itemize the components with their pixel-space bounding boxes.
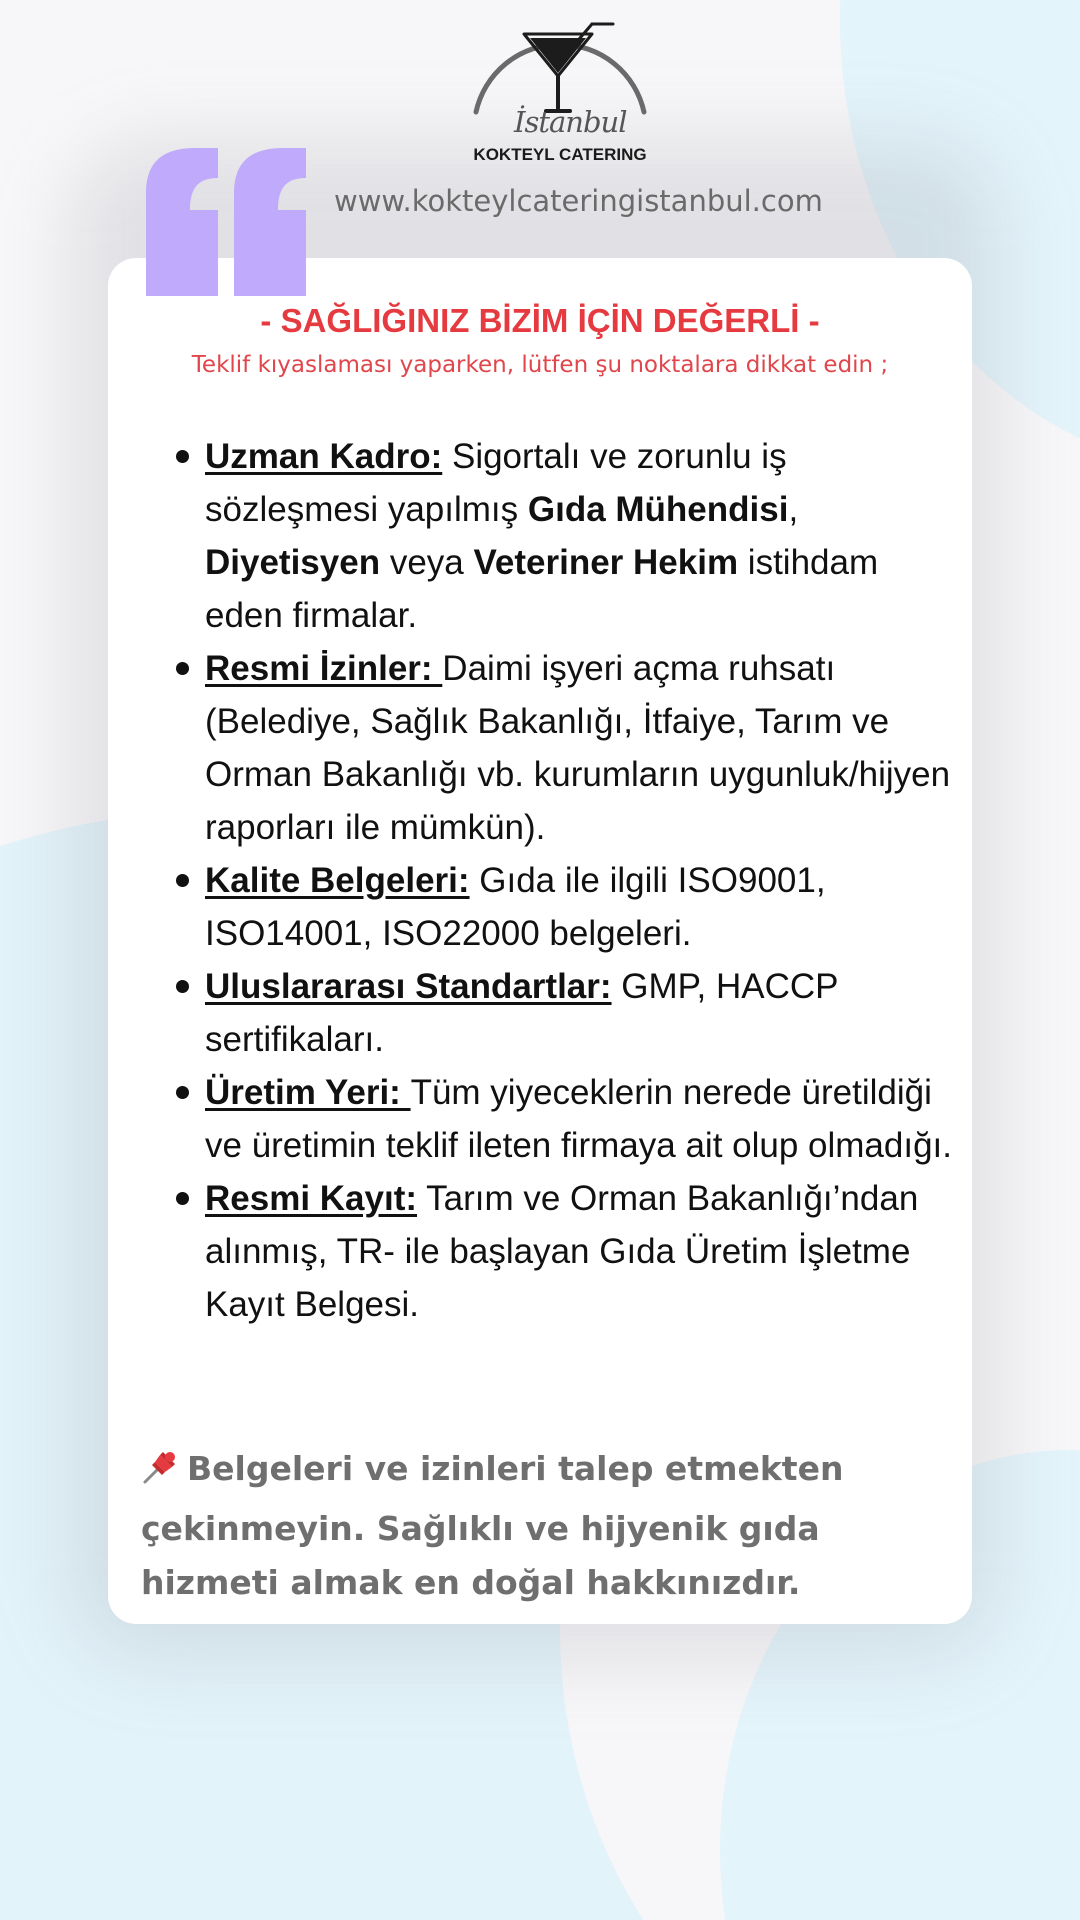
- item-title: Uluslararası Standartlar:: [205, 967, 612, 1006]
- item-highlight: Veteriner Hekim: [473, 543, 739, 582]
- list-item-uluslararasi-standartlar: [205, 960, 957, 1066]
- list-item-uzman-kadro: [205, 430, 957, 642]
- pushpin-icon: [141, 1446, 181, 1502]
- item-title: Resmi Kayıt:: [205, 1179, 418, 1218]
- item-title: Kalite Belgeleri:: [205, 861, 470, 900]
- info-card: [108, 258, 972, 1624]
- website-url[interactable]: www.kokteylcateringistanbul.com: [334, 184, 823, 218]
- list-item-kalite-belgeleri: [205, 854, 957, 960]
- item-text: Tarım ve Orman Bakanlığı’ndan alınmış, TR- ile başlayan Gıda Üretim İşletme Kayıt Belgesi.: [205, 1179, 919, 1324]
- brand-logo: [470, 0, 650, 170]
- item-text: veya: [380, 543, 474, 582]
- logo-script-text: İstanbul: [514, 105, 627, 139]
- requirements-list: [205, 430, 957, 1331]
- item-highlight: Gıda Mühendisi: [527, 490, 789, 529]
- logo-brand-name: KOKTEYL CATERING: [473, 145, 647, 164]
- list-item-uretim-yeri: [205, 1066, 957, 1172]
- item-text: Tüm yiyeceklerin nerede üretildiği ve üretimin teklif ileten firmaya ait olup olmadığı.: [205, 1073, 952, 1165]
- item-text: GMP, HACCP sertifikaları.: [205, 967, 838, 1059]
- list-item-resmi-kayit: [205, 1172, 957, 1331]
- item-highlight: Diyetisyen: [205, 543, 381, 582]
- item-title: Üretim Yeri:: [205, 1073, 411, 1112]
- card-headline: - SAĞLIĞINIZ BİZİM İÇİN DEĞERLİ -: [260, 302, 820, 339]
- quote-mark-icon: [146, 148, 306, 300]
- item-text: Gıda ile ilgili ISO9001, ISO14001, ISO22000 belgeleri.: [205, 861, 826, 953]
- item-title: Uzman Kadro:: [205, 437, 443, 476]
- item-text: ,: [788, 490, 799, 529]
- item-title: Resmi İzinler:: [205, 649, 443, 688]
- list-item-resmi-izinler: [205, 642, 957, 854]
- item-text: Daimi işyeri açma ruhsatı (Belediye, Sağlık Bakanlığı, İtfaiye, Tarım ve Orman Bakanlığı vb. kurumların uygunluk/hijyen raporları ile mümkün).: [205, 649, 951, 847]
- closing-note-text: Belgeleri ve izinleri talep etmekten çekinmeyin. Sağlıklı ve hijyenik gıda hizmeti almak en doğal hakkınızdır.: [141, 1449, 844, 1602]
- item-text: istihdam eden firmalar.: [205, 543, 879, 635]
- item-text: Sigortalı ve zorunlu iş sözleşmesi yapılmış: [205, 437, 787, 529]
- card-subheadline: Teklif kıyaslaması yaparken, lütfen şu noktalara dikkat edin ;: [191, 352, 889, 378]
- closing-note: [141, 1442, 941, 1610]
